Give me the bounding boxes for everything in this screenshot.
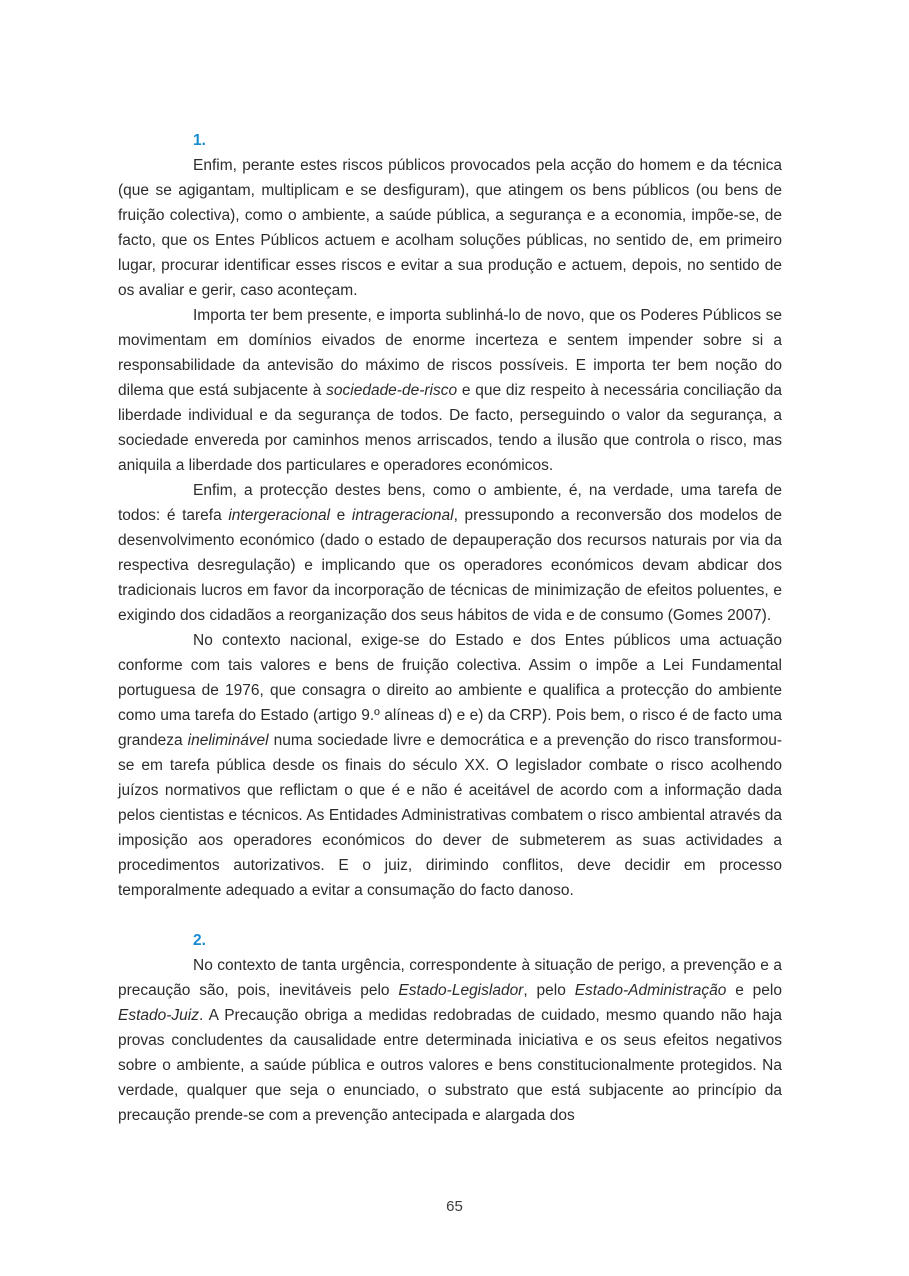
italic-term: intergeracional [228,507,331,524]
text-run: Enfim, perante estes riscos públicos provocados pela acção do homem e da técnica (que se agigantam, multiplicam e se desfiguram), que atingem os bens públicos (ou bens de fruição colectiva), como o ambiente, a saúde pública, a segurança e a economia, impõe-se, de facto, que os Entes Públicos actuem e acolham soluções públicas, no sentido de, em primeiro lugar, procurar identificar esses riscos e evitar a sua produção e actuem, depois, no sentido de os avaliar e gerir, caso aconteçam. [118,157,782,299]
text-run: Enfim, a protecção destes bens, como o ambiente, é, na verdade, uma tarefa de todos: é tarefa [118,482,782,524]
italic-term: Estado-Legislador [398,982,524,999]
body-paragraph [118,478,782,628]
section-1 [118,128,782,903]
section-1-body [118,153,782,903]
text-run: No contexto de tanta urgência, correspondente à situação de perigo, a prevenção e a precaução são, pois, inevitáveis pelo [118,957,782,999]
italic-term: ineliminável [187,732,269,749]
section-number: 2. [193,932,206,949]
section-2-body [118,953,782,1128]
body-paragraph [118,628,782,903]
italic-term: intrageracional [351,507,454,524]
text-run: Importa ter bem presente, e importa sublinhá-lo de novo, que os Poderes Públicos se movimentam em domínios eivados de enorme incerteza e sentem impender sobre si a responsabilidade da antevisão do máximo de riscos possíveis. E importa ter bem noção do dilema que está subjacente à [118,307,782,399]
section-2 [118,928,782,1128]
section-number: 1. [193,132,206,149]
text-run: numa sociedade livre e democrática e a prevenção do risco transformou-se em tarefa pública desde os finais do século XX. O legislador combate o risco acolhendo juízos normativos que reflictam o que é e não é aceitável de acordo com a informação dada pelos cientistas e técnicos. As Entidades Administrativas combatem o risco ambiental através da imposição aos operadores económicos do dever de submeterem as suas actividades a procedimentos autorizativos. E o juiz, dirimindo conflitos, deve decidir em processo temporalmente adequado a evitar a consumação do facto danoso. [118,732,782,899]
text-run: e pelo [726,982,782,999]
body-paragraph [118,303,782,478]
page-number: 65 [446,1198,463,1215]
italic-term: Estado-Juiz [118,1007,199,1024]
text-run: , pelo [523,982,575,999]
text-run: No contexto nacional, exige-se do Estado e dos Entes públicos uma actuação conforme com tais valores e bens de fruição colectiva. Assim o impõe a Lei Fundamental portuguesa de 1976, que consagra o direito ao ambiente e qualifica a protecção do ambiente como uma tarefa do Estado (artigo 9.º alíneas d) e e) da CRP). Pois bem, o risco é de facto uma grandeza [118,632,782,749]
text-run: e que diz respeito à necessária conciliação da liberdade individual e da segurança de todos. De facto, perseguindo o valor da segurança, a sociedade envereda por caminhos menos arriscados, tendo a ilusão que controla o risco, mas aniquila a liberdade dos particulares e operadores económicos. [118,382,782,474]
body-paragraph [118,953,782,1128]
text-run: , pressupondo a reconversão dos modelos de desenvolvimento económico (dado o estado de depauperação dos recursos naturais por via da respectiva desregulação) e implicando que os operadores económicos devam abdicar dos tradicionais lucros em favor da incorporação de técnicas de minimização de efeitos poluentes, e exigindo dos cidadãos a reorganização dos seus hábitos de vida e de consumo (Gomes 2007). [118,507,783,624]
italic-term: sociedade-de-risco [326,382,458,399]
body-paragraph [118,153,782,303]
italic-term: Estado-Administração [574,982,727,999]
page-content [118,128,782,1128]
text-run: e [330,507,352,524]
text-run: . A Precaução obriga a medidas redobradas de cuidado, mesmo quando não haja provas concludentes da causalidade entre determinada iniciativa e os seus efeitos negativos sobre o ambiente, a saúde pública e outros valores e bens constitucionalmente protegidos. Na verdade, qualquer que seja o enunciado, o substrato que está subjacente ao princípio da precaução prende-se com a prevenção antecipada e alargada dos [118,1007,782,1124]
